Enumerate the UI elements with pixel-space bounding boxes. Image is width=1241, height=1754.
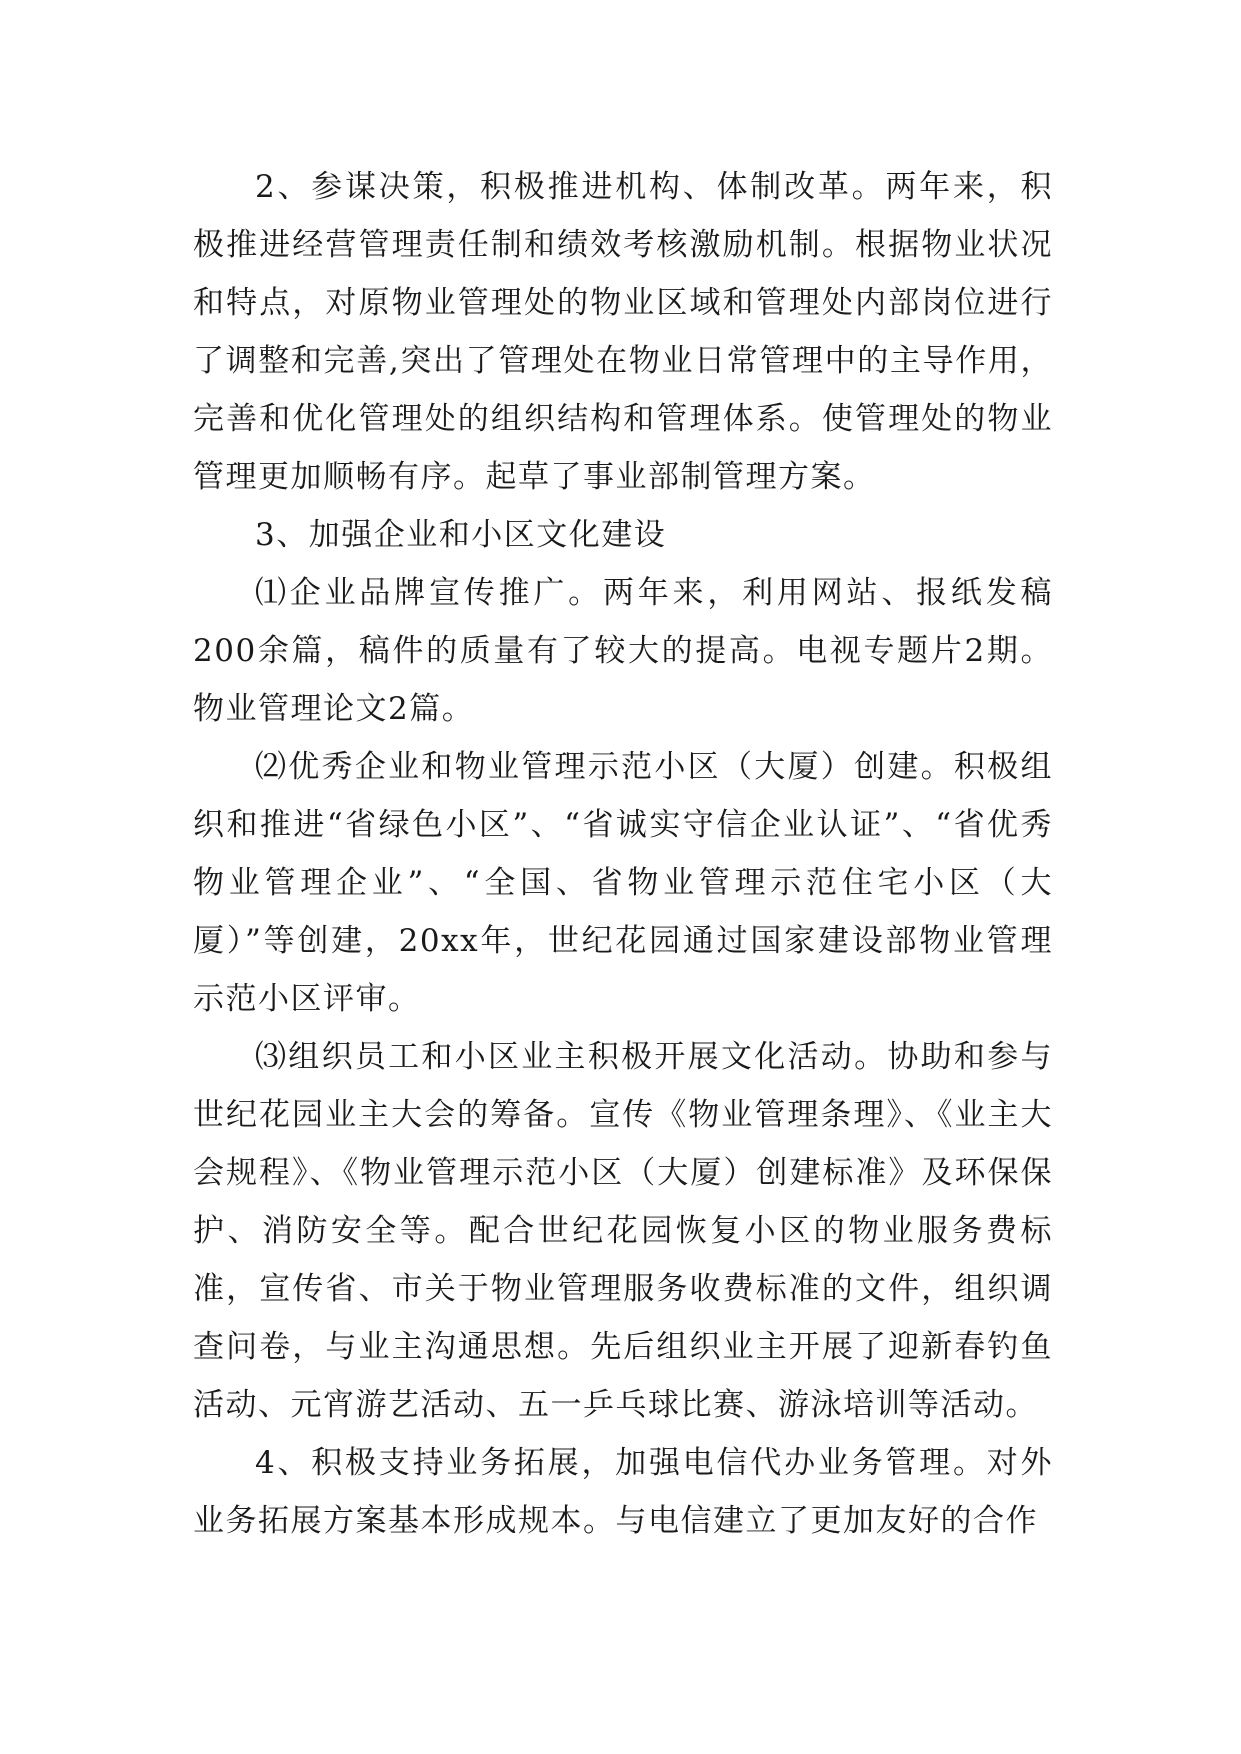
paragraph-item-2: 2、参谋决策，积极推进机构、体制改革。两年来，积极推进经营管理责任制和绩效考核激励机制。根据物业状况和特点，对原物业管理处的物业区域和管理处内部岗位进行了调整和完善,突出了管理处在物业日常管理中的主导作用，完善和优化管理处的组织结构和管理体系。使管理处的物业管理更加顺畅有序。起草了事业部制管理方案。 xyxy=(193,169,1053,495)
document-body xyxy=(193,158,1053,1550)
paragraph-brand-promotion: ⑴企业品牌宣传推广。两年来，利用网站、报纸发稿200余篇，稿件的质量有了较大的提高。电视专题片2期。物业管理论文2篇。 xyxy=(193,575,1053,727)
paragraph-cultural-activities: ⑶组织员工和小区业主积极开展文化活动。协助和参与世纪花园业主大会的筹备。宣传《物业管理条理》、《业主大会规程》、《物业管理示范小区（大厦）创建标准》及环保保护、消防安全等。配合世纪花园恢复小区的物业服务费标准，宣传省、市关于物业管理服务收费标准的文件，组织调查问卷，与业主沟通思想。先后组织业主开展了迎新春钓鱼活动、元宵游艺活动、五一乒乓球比赛、游泳培训等活动。 xyxy=(193,1039,1053,1423)
paragraph-item-3-heading: 3、加强企业和小区文化建设 xyxy=(255,517,667,553)
paragraph-model-community: ⑵优秀企业和物业管理示范小区（大厦）创建。积极组织和推进“省绿色小区”、“省诚实守信企业认证”、“省优秀物业管理企业”、“全国、省物业管理示范住宅小区（大厦）”等创建，20xx年，世纪花园通过国家建设部物业管理示范小区评审。 xyxy=(193,749,1053,1017)
paragraph-item-4: 4、积极支持业务拓展，加强电信代办业务管理。对外业务拓展方案基本形成规本。与电信建立了更加友好的合作 xyxy=(193,1445,1053,1539)
